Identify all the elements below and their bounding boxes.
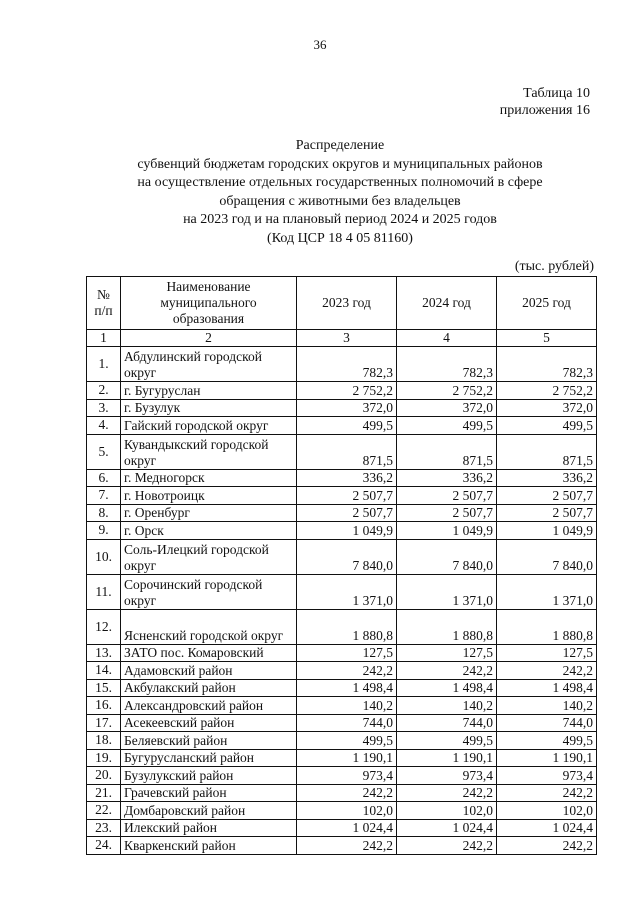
header-cell-2024: 2024 год: [397, 277, 497, 330]
value-2025-cell: 782,3: [497, 347, 597, 382]
value-2024-cell: 242,2: [397, 837, 497, 855]
document-title: [90, 137, 590, 248]
value-2025-cell: 499,5: [497, 732, 597, 750]
value-2024-cell: 782,3: [397, 347, 497, 382]
row-number-cell: 4.: [87, 417, 121, 435]
row-number-cell: 7.: [87, 487, 121, 505]
title-line: (Код ЦСР 18 4 05 81160): [267, 230, 413, 246]
value-2025-cell: 242,2: [497, 837, 597, 855]
value-2024-cell: 372,0: [397, 399, 497, 417]
table-row: [87, 679, 597, 697]
municipality-name-cell: г. Бугуруслан: [121, 382, 297, 400]
row-number-cell: 2.: [87, 382, 121, 400]
index-cell: 5: [497, 330, 597, 347]
value-2025-cell: 1 880,8: [497, 609, 597, 644]
value-2024-cell: 744,0: [397, 714, 497, 732]
table-row: [87, 609, 597, 644]
municipality-name-cell: Абдулинский городской округ: [121, 347, 297, 382]
municipality-name-cell: г. Оренбург: [121, 504, 297, 522]
index-cell: 3: [297, 330, 397, 347]
value-2025-cell: 973,4: [497, 767, 597, 785]
municipality-name-cell: Ясненский городской округ: [121, 609, 297, 644]
municipality-name-cell: Александровский район: [121, 697, 297, 715]
row-number-cell: 12.: [87, 609, 121, 644]
value-2024-cell: 242,2: [397, 662, 497, 680]
table-row: [87, 522, 597, 540]
value-2023-cell: 372,0: [297, 399, 397, 417]
municipality-name-cell: г. Медногорск: [121, 469, 297, 487]
index-cell: 2: [121, 330, 297, 347]
value-2024-cell: 2 507,7: [397, 504, 497, 522]
value-2023-cell: 1 049,9: [297, 522, 397, 540]
value-2023-cell: 242,2: [297, 837, 397, 855]
value-2023-cell: 744,0: [297, 714, 397, 732]
title-line: субвенций бюджетам городских округов и муниципальных районов: [137, 156, 543, 172]
row-number-cell: 15.: [87, 679, 121, 697]
value-2024-cell: 499,5: [397, 732, 497, 750]
table-row: [87, 347, 597, 382]
table-row: [87, 802, 597, 820]
title-line: на 2023 год и на плановый период 2024 и 2025 годов: [183, 212, 497, 227]
municipality-name-cell: Бугурусланский район: [121, 749, 297, 767]
value-2025-cell: 242,2: [497, 662, 597, 680]
municipality-name-cell: Сорочинский городской округ: [121, 574, 297, 609]
value-2023-cell: 1 190,1: [297, 749, 397, 767]
table-row: [87, 504, 597, 522]
value-2023-cell: 2 752,2: [297, 382, 397, 400]
value-2024-cell: 2 752,2: [397, 382, 497, 400]
value-2023-cell: 499,5: [297, 732, 397, 750]
table-row: [87, 539, 597, 574]
table-row: [87, 662, 597, 680]
municipality-name-cell: Адамовский район: [121, 662, 297, 680]
table-row: [87, 784, 597, 802]
table-row: [87, 749, 597, 767]
table-row: [87, 574, 597, 609]
municipality-name-cell: Домбаровский район: [121, 802, 297, 820]
value-2024-cell: 242,2: [397, 784, 497, 802]
value-2023-cell: 336,2: [297, 469, 397, 487]
value-2024-cell: 336,2: [397, 469, 497, 487]
value-2023-cell: 871,5: [297, 434, 397, 469]
value-2024-cell: 1 498,4: [397, 679, 497, 697]
table-row: [87, 697, 597, 715]
value-2024-cell: 127,5: [397, 644, 497, 662]
municipality-name-cell: Бузулукский район: [121, 767, 297, 785]
value-2024-cell: 499,5: [397, 417, 497, 435]
value-2023-cell: 1 498,4: [297, 679, 397, 697]
value-2024-cell: 1 024,4: [397, 819, 497, 837]
municipality-name-cell: ЗАТО пос. Комаровский: [121, 644, 297, 662]
table-row: [87, 434, 597, 469]
value-2024-cell: 871,5: [397, 434, 497, 469]
municipality-name-cell: Соль-Илецкий городской округ: [121, 539, 297, 574]
value-2024-cell: 140,2: [397, 697, 497, 715]
page-number: 36: [313, 37, 327, 52]
value-2025-cell: 1 024,4: [497, 819, 597, 837]
value-2025-cell: 102,0: [497, 802, 597, 820]
value-2025-cell: 2 507,7: [497, 487, 597, 505]
value-2025-cell: 871,5: [497, 434, 597, 469]
value-2023-cell: 140,2: [297, 697, 397, 715]
value-2025-cell: 1 049,9: [497, 522, 597, 540]
value-2023-cell: 1 880,8: [297, 609, 397, 644]
row-number-cell: 22.: [87, 802, 121, 820]
header-cell-number: № п/п: [87, 277, 121, 330]
value-2025-cell: 1 498,4: [497, 679, 597, 697]
table-row: [87, 819, 597, 837]
municipality-name-cell: Гайский городской округ: [121, 417, 297, 435]
table-row: [87, 732, 597, 750]
municipality-name-cell: г. Новотроицк: [121, 487, 297, 505]
value-2025-cell: 499,5: [497, 417, 597, 435]
row-number-cell: 16.: [87, 697, 121, 715]
municipality-name-cell: г. Орск: [121, 522, 297, 540]
municipality-name-cell: Беляевский район: [121, 732, 297, 750]
value-2023-cell: 1 024,4: [297, 819, 397, 837]
table-row: [87, 644, 597, 662]
table-row: [87, 382, 597, 400]
value-2025-cell: 744,0: [497, 714, 597, 732]
header-cell-2025: 2025 год: [497, 277, 597, 330]
row-number-cell: 5.: [87, 434, 121, 469]
municipality-name-cell: Кувандыкский городской округ: [121, 434, 297, 469]
municipality-name-cell: Грачевский район: [121, 784, 297, 802]
value-2024-cell: 1 049,9: [397, 522, 497, 540]
value-2025-cell: 140,2: [497, 697, 597, 715]
value-2024-cell: 1 190,1: [397, 749, 497, 767]
table-row: [87, 487, 597, 505]
row-number-cell: 17.: [87, 714, 121, 732]
allocation-table: [86, 276, 597, 855]
value-2023-cell: 102,0: [297, 802, 397, 820]
table-number-label: Таблица 10: [523, 86, 590, 101]
row-number-cell: 14.: [87, 662, 121, 680]
municipality-name-cell: Асекеевский район: [121, 714, 297, 732]
table-row: [87, 767, 597, 785]
title-line: Распределение: [295, 138, 385, 153]
municipality-name-cell: г. Бузулук: [121, 399, 297, 417]
index-cell: 1: [87, 330, 121, 347]
value-2024-cell: 1 371,0: [397, 574, 497, 609]
municipality-name-cell: Илекский район: [121, 819, 297, 837]
row-number-cell: 21.: [87, 784, 121, 802]
value-2024-cell: 1 880,8: [397, 609, 497, 644]
index-cell: 4: [397, 330, 497, 347]
value-2025-cell: 1 190,1: [497, 749, 597, 767]
value-2023-cell: 1 371,0: [297, 574, 397, 609]
value-2023-cell: 499,5: [297, 417, 397, 435]
table-row: [87, 469, 597, 487]
value-2025-cell: 336,2: [497, 469, 597, 487]
row-number-cell: 11.: [87, 574, 121, 609]
row-number-cell: 13.: [87, 644, 121, 662]
appendix-label: приложения 16: [499, 103, 590, 118]
title-line: на осуществление отдельных государственных полномочий в сфере: [137, 175, 543, 190]
value-2023-cell: 2 507,7: [297, 504, 397, 522]
row-number-cell: 3.: [87, 399, 121, 417]
row-number-cell: 18.: [87, 732, 121, 750]
value-2024-cell: 7 840,0: [397, 539, 497, 574]
title-line: обращения с животными без владельцев: [219, 193, 461, 209]
table-row: [87, 714, 597, 732]
municipality-name-cell: Кваркенский район: [121, 837, 297, 855]
table-header-row: [87, 277, 597, 330]
value-2024-cell: 102,0: [397, 802, 497, 820]
value-2025-cell: 1 371,0: [497, 574, 597, 609]
value-2024-cell: 2 507,7: [397, 487, 497, 505]
value-2025-cell: 2 507,7: [497, 504, 597, 522]
value-2025-cell: 7 840,0: [497, 539, 597, 574]
value-2023-cell: 2 507,7: [297, 487, 397, 505]
value-2025-cell: 2 752,2: [497, 382, 597, 400]
value-2023-cell: 242,2: [297, 784, 397, 802]
row-number-cell: 20.: [87, 767, 121, 785]
value-2023-cell: 782,3: [297, 347, 397, 382]
row-number-cell: 19.: [87, 749, 121, 767]
column-index-row: [87, 330, 597, 347]
row-number-cell: 9.: [87, 522, 121, 540]
value-2024-cell: 973,4: [397, 767, 497, 785]
municipality-name-cell: Акбулакский район: [121, 679, 297, 697]
value-2025-cell: 242,2: [497, 784, 597, 802]
header-cell-2023: 2023 год: [297, 277, 397, 330]
table-row: [87, 417, 597, 435]
value-2023-cell: 242,2: [297, 662, 397, 680]
header-cell-name: Наименование муниципального образования: [121, 277, 297, 330]
row-number-cell: 6.: [87, 469, 121, 487]
row-number-cell: 23.: [87, 819, 121, 837]
row-number-cell: 8.: [87, 504, 121, 522]
row-number-cell: 24.: [87, 837, 121, 855]
value-2023-cell: 7 840,0: [297, 539, 397, 574]
value-2023-cell: 973,4: [297, 767, 397, 785]
value-2025-cell: 127,5: [497, 644, 597, 662]
table-row: [87, 399, 597, 417]
row-number-cell: 1.: [87, 347, 121, 382]
value-2023-cell: 127,5: [297, 644, 397, 662]
table-row: [87, 837, 597, 855]
row-number-cell: 10.: [87, 539, 121, 574]
units-label: (тыс. рублей): [514, 259, 594, 274]
value-2025-cell: 372,0: [497, 399, 597, 417]
